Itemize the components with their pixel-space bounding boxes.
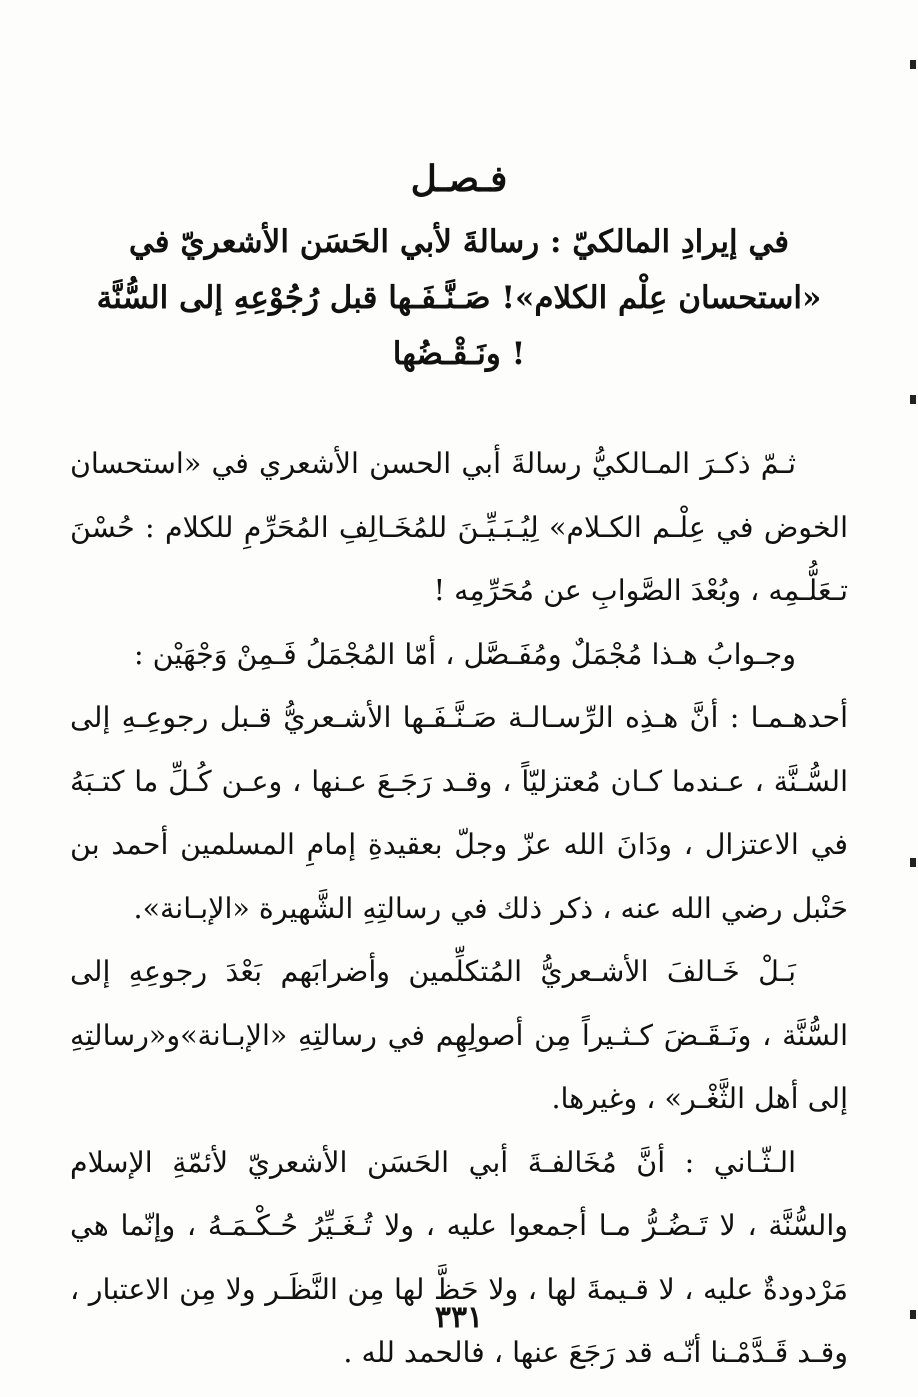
paragraph-3: أحدهـمـا : أنَّ هـذِه الرِّسـالـة صَـنَّـفَـها الأشـعريُّ قـبل رجوعِـهِ إلى السُّـنَّة ، عـندما كـان مُعتزليّاً ، وقـد رَجَـعَ عـنها ، وعـن كُـلِّ ما كتـبَهُ في الاعتزال ، ودَانَ الله عزّ وجلّ بعقيدةِ إمامِ المسلمين أحمد بن حَنْبل رضي الله عنه ، ذكر ذلك في رسالتِهِ الشَّهيرة «الإبـانة». <box>70 701 848 925</box>
page-body <box>70 150 848 1385</box>
scan-edge-mark-lower <box>910 1310 916 1319</box>
scan-edge-mark-upper <box>910 395 916 404</box>
paragraph-1: ثـمّ ذكـرَ المـالكيُّ رسالةَ أبي الحسن الأشعري في «استحسان الخوض في عِلْـم الكـلام» لِيُـبَـيِّـنَ للمُخَـالِفِ المُحَرِّمِ للكلام : حُسْنَ تـعَلُّـمِه ، وبُعْدَ الصَّوابِ عن مُحَرِّمِه ! <box>70 447 848 607</box>
scan-edge-mark-middle <box>910 858 916 867</box>
section-subtitle: في إيرادِ المالكيّ : رسالةَ لأبي الحَسَن الأشعريّ في «استحسان عِلْم الكلام»! صَـنَّـفَـها قبل رُجُوْعِهِ إلى السُّنَّة ! ونَـقْـضُها <box>96 224 822 372</box>
paragraph-4: بَـلْ خَـالفَ الأشـعريُّ المُتكلِّمين وأضرابَهم بَعْدَ رجوعِهِ إلى السُّنَّة ، ونَـقَـضَ كـثـيراً مِن أصولِهِم في رسالتِهِ «الإبـانة»و«رسالتِهِ إلى أهل الثَّغْـر» ، وغيرها. <box>70 955 848 1115</box>
page-number: ٣٣١ <box>434 1300 484 1335</box>
section-title: فـصـل <box>410 158 508 200</box>
scan-edge-mark-top <box>910 60 916 69</box>
paragraph-5: الـثّـاني : أنَّ مُخَالفـةَ أبي الحَسَن الأشعريّ لأئمّةِ الإسلام والسُّنَّة ، لا تَـضُـرُّ مـا أجمعوا عليه ، ولا تُـغَـيِّرُ حُـكْـمَـهُ ، وإنّما هي مَرْدودةٌ عليه ، لا قـيمةَ لها ، ولا حَظَّ لها مِن النَّظَـر ولا مِن الاعتبار ، وقـد قَـدَّمْـنا أنّـه قد رَجَعَ عنها ، فالحمد لله . <box>70 1145 848 1369</box>
paragraph-2: وجـوابُ هـذا مُجْمَلٌ ومُفَـصَّل ، أمّا المُجْمَلُ فَـمِنْ وَجْهَيْن : <box>134 637 796 671</box>
